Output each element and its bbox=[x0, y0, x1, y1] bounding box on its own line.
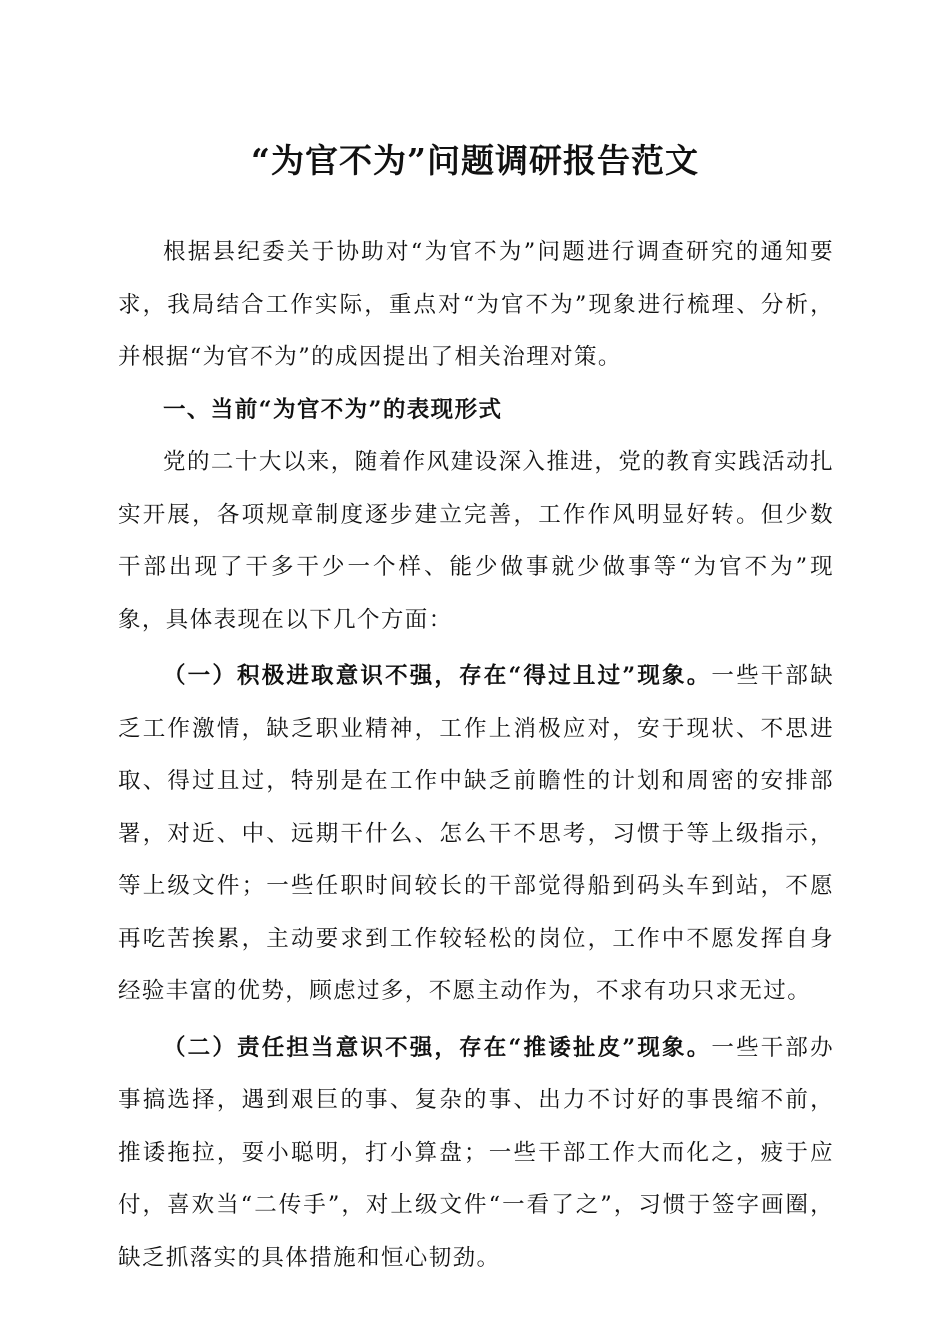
section-overview-paragraph: 党的二十大以来，随着作风建设深入推进，党的教育实践活动扎实开展，各项规章制度逐步建立完善，工作作风明显好转。但少数干部出现了干多干少一个样、能少做事就少做事等“为官不为”现象，具体表现在以下几个方面： bbox=[118, 449, 834, 633]
subsection-text-2: 一些干部办事搞选择，遇到艰巨的事、复杂的事、出力不讨好的事畏缩不前，推诿拖拉，耍小聪明，打小算盘；一些干部工作大而化之，疲于应付，喜欢当“二传手”，对上级文件“一看了之”，习惯于签字画圈，缺乏抓落实的具体措施和恒心韧劲。 bbox=[118, 1034, 834, 1271]
document-title: “为官不为”问题调研报告范文 bbox=[251, 141, 699, 180]
subsection-text-1: 一些干部缺乏工作激情，缺乏职业精神，工作上消极应对，安于现状、不思进取、得过且过，特别是在工作中缺乏前瞻性的计划和周密的安排部署，对近、中、远期干什么、怎么干不思考，习惯于等上级指示，等上级文件；一些任职时间较长的干部觉得船到码头车到站，不愿再吃苦挨累，主动要求到工作较轻松的岗位，工作中不愿发挥自身经验丰富的优势，顾虑过多，不愿主动作为，不求有功只求无过。 bbox=[118, 663, 834, 1004]
subsection-lead-1: （一）积极进取意识不强，存在“得过且过”现象。 bbox=[163, 663, 712, 689]
subsection-lead-2: （二）责任担当意识不强，存在“推诿扯皮”现象。 bbox=[163, 1034, 712, 1061]
subsection-paragraph-1 bbox=[118, 650, 834, 1018]
intro-paragraph: 根据县纪委关于协助对“为官不为”问题进行调查研究的通知要求，我局结合工作实际，重点对“为官不为”现象进行梳理、分析，并根据“为官不为”的成因提出了相关治理对策。 bbox=[118, 239, 834, 370]
subsection-paragraph-2 bbox=[118, 1022, 834, 1285]
document-body bbox=[118, 226, 834, 1284]
section-heading: 一、当前“为官不为”的表现形式 bbox=[163, 396, 503, 423]
